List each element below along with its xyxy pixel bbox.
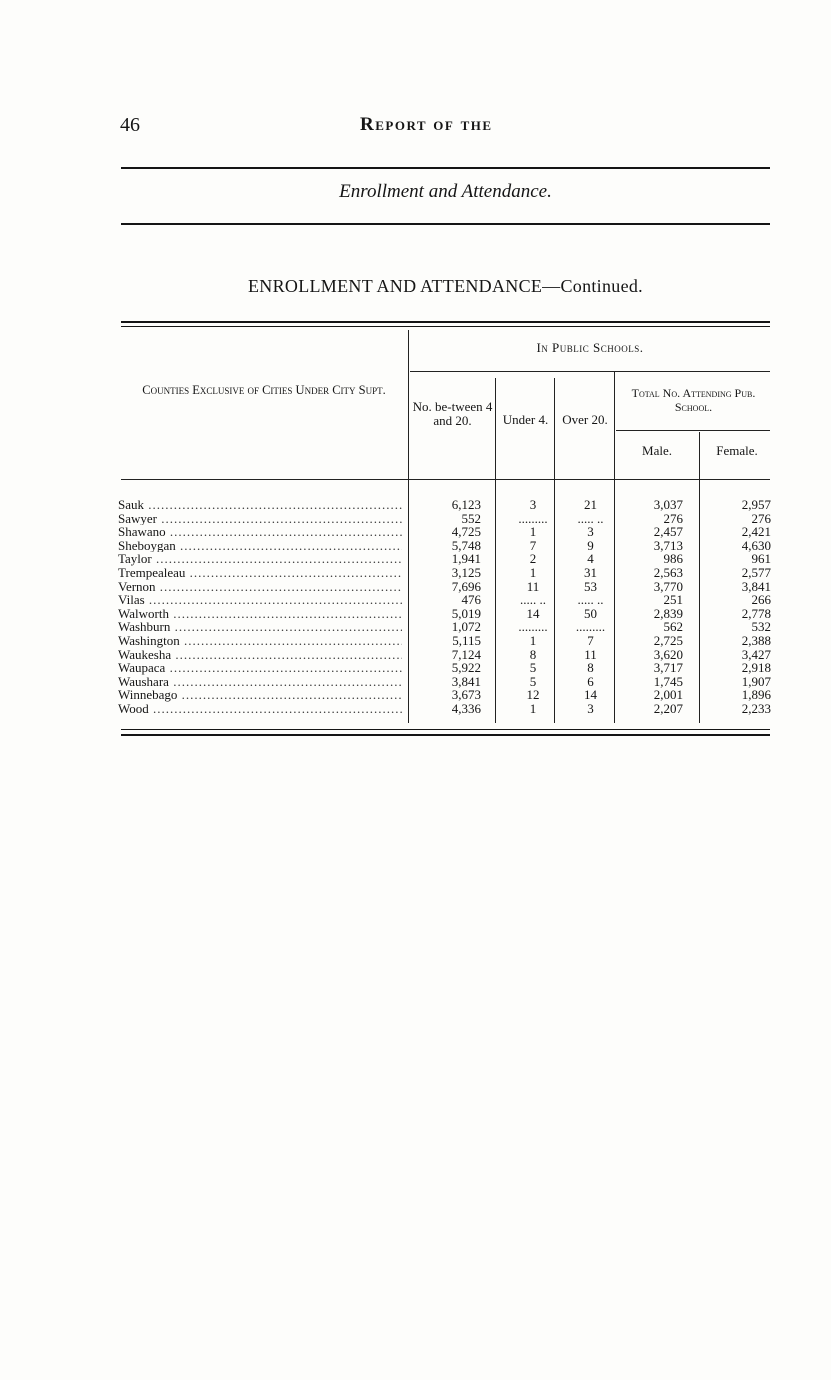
header-between-4-and-20: No. be-tween 4 and 20. xyxy=(412,399,493,428)
county-name: Washington ..... xyxy=(118,634,402,648)
table-row xyxy=(118,593,773,607)
cell-under-4: 14 xyxy=(526,605,540,621)
cell-female: 961 xyxy=(751,551,771,567)
cell-between-4-and-20: 1,941 xyxy=(451,551,481,567)
cell-between-4-and-20: 5,115 xyxy=(452,632,481,648)
cell-under-4: 1 xyxy=(529,564,537,580)
header-rule xyxy=(410,371,770,372)
county-name: Trempealeau ..... xyxy=(118,566,402,580)
cell-over-20: 11 xyxy=(584,646,597,662)
cell-under-4: 5 xyxy=(529,660,537,676)
table-row xyxy=(118,525,773,539)
cell-under-4: 12 xyxy=(526,687,540,703)
cell-male: 2,457 xyxy=(653,524,683,540)
cell-female: 266 xyxy=(751,592,771,608)
cell-male: 986 xyxy=(663,551,683,567)
table-bottom-rule-2 xyxy=(121,734,770,736)
table-row xyxy=(118,580,773,594)
county-name: Walworth ..... xyxy=(118,607,402,621)
cell-between-4-and-20: 476 xyxy=(461,592,481,608)
cell-male: 562 xyxy=(663,619,683,635)
county-name: Winnebago ..... xyxy=(118,688,402,702)
cell-male: 3,713 xyxy=(653,537,683,553)
cell-between-4-and-20: 552 xyxy=(461,510,481,526)
cell-female: 1,907 xyxy=(741,673,771,689)
cell-under-4: 5 xyxy=(529,673,537,689)
header-female: Female. xyxy=(716,443,758,458)
cell-male: 3,620 xyxy=(653,646,683,662)
table-row xyxy=(118,634,773,648)
cell-under-4: ......... xyxy=(518,510,548,526)
running-head: Report of the xyxy=(360,114,493,135)
top-rule xyxy=(121,167,770,169)
cell-male: 2,001 xyxy=(653,687,683,703)
cell-female: 2,778 xyxy=(741,605,771,621)
cell-female: 2,918 xyxy=(741,660,771,676)
cell-between-4-and-20: 7,696 xyxy=(451,578,481,594)
cell-female: 3,841 xyxy=(741,578,771,594)
county-name: Vernon ..... xyxy=(118,580,402,594)
cell-over-20: ..... .. xyxy=(577,510,604,526)
county-name: Shawano ..... xyxy=(118,525,402,539)
cell-female: 2,421 xyxy=(741,524,771,540)
cell-female: 2,577 xyxy=(741,564,771,580)
table-row xyxy=(118,702,773,716)
table-row xyxy=(118,688,773,702)
cell-male: 276 xyxy=(663,510,683,526)
cell-over-20: 50 xyxy=(584,605,597,621)
cell-between-4-and-20: 6,123 xyxy=(451,497,481,512)
county-name: Waukesha ..... xyxy=(118,648,402,662)
cell-over-20: 9 xyxy=(587,537,594,553)
cell-under-4: 2 xyxy=(529,551,537,567)
cell-female: 1,896 xyxy=(741,687,771,703)
cell-over-20: 7 xyxy=(587,632,594,648)
header-counties: Counties Exclusive of Cities Under City Supt. xyxy=(142,383,386,397)
cell-between-4-and-20: 3,125 xyxy=(451,564,481,580)
county-name: Wood ..... xyxy=(118,702,402,716)
county-name: Washburn ..... xyxy=(118,620,402,634)
table-row xyxy=(118,512,773,526)
table-title: ENROLLMENT AND ATTENDANCE—Continued. xyxy=(248,276,643,296)
cell-male: 2,563 xyxy=(653,564,683,580)
cell-between-4-and-20: 3,673 xyxy=(451,687,481,703)
cell-over-20: 14 xyxy=(584,687,597,703)
table-row xyxy=(118,661,773,675)
cell-female: 276 xyxy=(751,510,771,526)
cell-under-4: ..... .. xyxy=(520,592,546,608)
county-name: Waupaca ..... xyxy=(118,661,402,675)
section-rule xyxy=(121,223,770,225)
table-top-rule-2 xyxy=(121,326,770,327)
table-row xyxy=(118,566,773,580)
cell-over-20: 21 xyxy=(584,497,597,512)
county-name: Sheboygan ..... xyxy=(118,539,402,553)
cell-over-20: 3 xyxy=(587,524,594,540)
cell-over-20: ......... xyxy=(575,619,606,635)
cell-between-4-and-20: 7,124 xyxy=(451,646,481,662)
cell-under-4: 7 xyxy=(529,537,537,553)
table-row xyxy=(118,620,773,634)
page-number: 46 xyxy=(120,114,140,136)
cell-under-4: 1 xyxy=(529,700,537,716)
cell-over-20: 4 xyxy=(587,551,594,567)
header-total-attending: Total No. Attending Pub. School. xyxy=(631,386,756,414)
cell-over-20: 6 xyxy=(587,673,594,689)
cell-under-4: ......... xyxy=(518,619,548,635)
cell-over-20: 3 xyxy=(587,700,594,716)
cell-male: 3,037 xyxy=(653,497,683,512)
cell-female: 2,233 xyxy=(741,700,771,716)
cell-between-4-and-20: 5,019 xyxy=(451,605,481,621)
cell-under-4: 1 xyxy=(529,524,537,540)
cell-between-4-and-20: 5,748 xyxy=(451,537,481,553)
table-row xyxy=(118,648,773,662)
header-bottom-rule xyxy=(121,479,770,480)
header-under-4: Under 4. xyxy=(502,412,549,427)
county-name: Sawyer ..... xyxy=(118,512,402,526)
table-row xyxy=(118,552,773,566)
cell-between-4-and-20: 5,922 xyxy=(451,660,481,676)
cell-male: 3,717 xyxy=(653,660,683,676)
cell-over-20: ..... .. xyxy=(577,592,604,608)
table-body xyxy=(118,498,773,716)
cell-between-4-and-20: 1,072 xyxy=(451,619,481,635)
cell-male: 2,725 xyxy=(653,632,683,648)
cell-under-4: 3 xyxy=(529,497,537,512)
cell-female: 2,388 xyxy=(741,632,771,648)
table-row xyxy=(118,607,773,621)
table-row xyxy=(118,539,773,553)
county-name: Sauk ..... xyxy=(118,498,402,512)
cell-under-4: 11 xyxy=(526,578,540,594)
cell-male: 2,839 xyxy=(653,605,683,621)
county-name: Vilas ..... xyxy=(118,593,402,607)
table-row xyxy=(118,498,773,512)
cell-male: 251 xyxy=(663,592,683,608)
cell-female: 3,427 xyxy=(741,646,771,662)
county-name: Waushara ..... xyxy=(118,675,402,689)
header-over-20: Over 20. xyxy=(562,412,608,427)
table-row xyxy=(118,675,773,689)
cell-female: 4,630 xyxy=(741,537,771,553)
cell-between-4-and-20: 3,841 xyxy=(451,673,481,689)
cell-male: 2,207 xyxy=(653,700,683,716)
header-rule xyxy=(616,430,770,431)
section-title: Enrollment and Attendance. xyxy=(339,181,552,202)
cell-under-4: 1 xyxy=(529,632,537,648)
table-top-rule-1 xyxy=(121,321,770,323)
cell-between-4-and-20: 4,725 xyxy=(451,524,481,540)
cell-female: 532 xyxy=(751,619,771,635)
cell-female: 2,957 xyxy=(741,497,771,512)
county-name: Taylor ..... xyxy=(118,552,402,566)
cell-male: 3,770 xyxy=(653,578,683,594)
header-male: Male. xyxy=(642,443,672,458)
cell-between-4-and-20: 4,336 xyxy=(451,700,481,716)
cell-over-20: 8 xyxy=(587,660,594,676)
cell-over-20: 31 xyxy=(584,564,597,580)
cell-under-4: 8 xyxy=(529,646,537,662)
cell-male: 1,745 xyxy=(653,673,683,689)
table-bottom-rule-1 xyxy=(121,729,770,730)
header-in-public-schools: In Public Schools. xyxy=(536,340,644,355)
cell-over-20: 53 xyxy=(584,578,597,594)
